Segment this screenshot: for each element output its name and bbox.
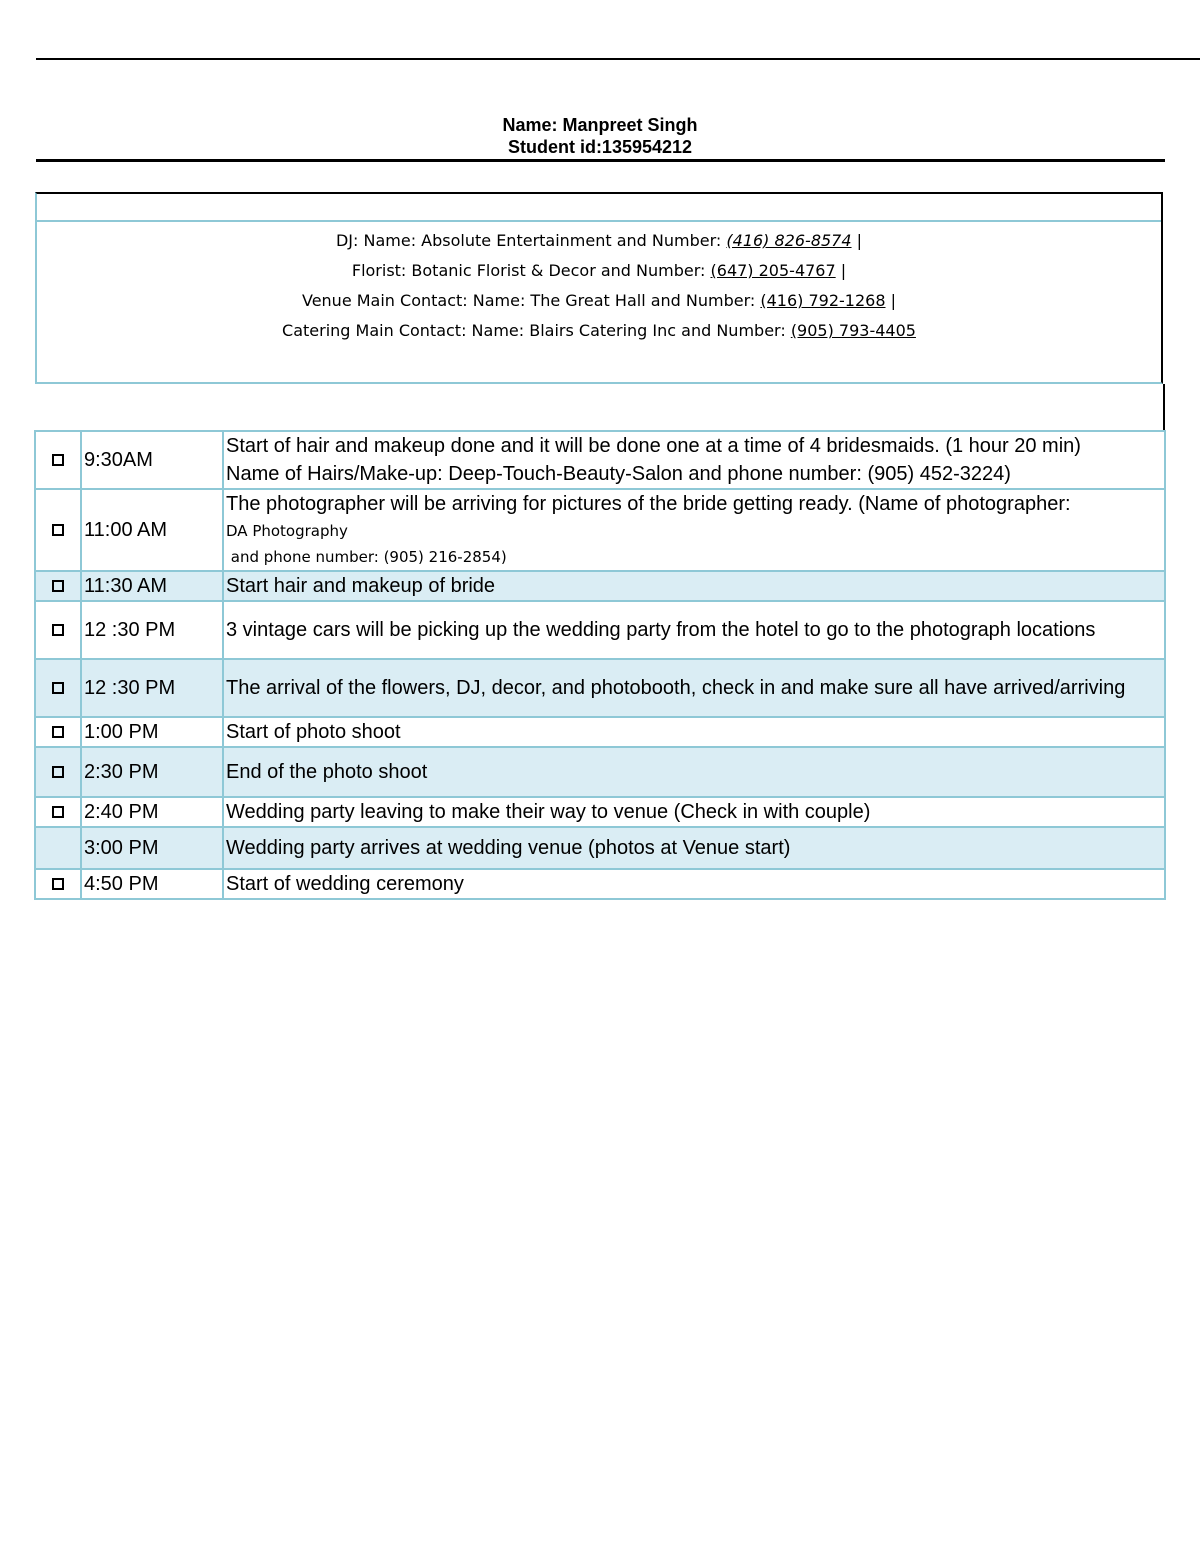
checkbox-cell[interactable] bbox=[35, 717, 81, 747]
checkbox-icon[interactable] bbox=[52, 806, 64, 818]
contact-florist: Florist: Botanic Florist & Decor and Number: (647) 205-4767 | bbox=[351, 261, 847, 280]
header-rule bbox=[36, 159, 1165, 162]
time-cell: 12 :30 PM bbox=[81, 659, 223, 717]
table-row bbox=[35, 827, 1165, 869]
student-name: Name: Manpreet Singh bbox=[502, 115, 698, 135]
checkbox-cell[interactable] bbox=[35, 659, 81, 717]
checkbox-cell[interactable] bbox=[35, 431, 81, 489]
contact-phone: (416) 792-1268 bbox=[760, 291, 886, 310]
schedule-table bbox=[34, 430, 1166, 900]
document-header bbox=[36, 114, 1164, 158]
table-row bbox=[35, 717, 1165, 747]
checkbox-cell[interactable] bbox=[35, 869, 81, 899]
checkbox-icon[interactable] bbox=[52, 766, 64, 778]
contacts-box bbox=[35, 192, 1163, 384]
contact-phone: (647) 205-4767 bbox=[710, 261, 836, 280]
checkbox-icon[interactable] bbox=[52, 624, 64, 636]
description-cell: Wedding party arrives at wedding venue (photos at Venue start) bbox=[223, 827, 1165, 869]
time-cell: 11:00 AM bbox=[81, 489, 223, 571]
time-cell: 12 :30 PM bbox=[81, 601, 223, 659]
description-cell: Start of photo shoot bbox=[223, 717, 1165, 747]
contact-phone: (416) 826-8574 bbox=[726, 231, 852, 250]
time-cell: 11:30 AM bbox=[81, 571, 223, 601]
contact-dj: DJ: Name: Absolute Entertainment and Number: (416) 826-8574 | bbox=[335, 231, 863, 250]
description-cell: Wedding party leaving to make their way to venue (Check in with couple) bbox=[223, 797, 1165, 827]
checkbox-cell[interactable] bbox=[35, 797, 81, 827]
checkbox-icon[interactable] bbox=[52, 726, 64, 738]
contacts-header-strip bbox=[37, 194, 1161, 222]
table-row bbox=[35, 489, 1165, 571]
checkbox-icon[interactable] bbox=[52, 580, 64, 592]
description-cell: The arrival of the flowers, DJ, decor, and photobooth, check in and make sure all have arrived/arriving bbox=[223, 659, 1165, 717]
checkbox-icon[interactable] bbox=[52, 454, 64, 466]
checkbox-cell[interactable] bbox=[35, 571, 81, 601]
contact-venue: Venue Main Contact: Name: The Great Hall and Number: (416) 792-1268 | bbox=[301, 291, 896, 310]
box-border-extension bbox=[1163, 384, 1165, 430]
description-cell: Start hair and makeup of bride bbox=[223, 571, 1165, 601]
contact-phone: (905) 793-4405 bbox=[790, 321, 916, 340]
contact-catering: Catering Main Contact: Name: Blairs Catering Inc and Number: (905) 793-4405 bbox=[282, 321, 916, 340]
top-rule bbox=[36, 58, 1200, 60]
table-row bbox=[35, 571, 1165, 601]
contacts-list bbox=[37, 226, 1161, 346]
checkbox-icon[interactable] bbox=[52, 878, 64, 890]
time-cell: 9:30AM bbox=[81, 431, 223, 489]
table-row bbox=[35, 601, 1165, 659]
checkbox-icon[interactable] bbox=[52, 682, 64, 694]
time-cell: 3:00 PM bbox=[81, 827, 223, 869]
table-row bbox=[35, 659, 1165, 717]
checkbox-cell bbox=[35, 827, 81, 869]
description-cell: Start of wedding ceremony bbox=[223, 869, 1165, 899]
description-cell: The photographer will be arriving for pictures of the bride getting ready. (Name of photographer: DA Photography and phone number: (905) 216-2854) bbox=[223, 489, 1165, 571]
description-cell: Start of hair and makeup done and it will be done one at a time of 4 bridesmaids. (1 hour 20 min) Name of Hairs/Make-up: Deep-Touch-Beauty-Salon and phone number: (905) 452-3224) bbox=[223, 431, 1165, 489]
time-cell: 1:00 PM bbox=[81, 717, 223, 747]
checkbox-cell[interactable] bbox=[35, 601, 81, 659]
description-cell: End of the photo shoot bbox=[223, 747, 1165, 797]
checkbox-cell[interactable] bbox=[35, 489, 81, 571]
time-cell: 4:50 PM bbox=[81, 869, 223, 899]
description-cell: 3 vintage cars will be picking up the wedding party from the hotel to go to the photograph locations bbox=[223, 601, 1165, 659]
checkbox-icon[interactable] bbox=[52, 524, 64, 536]
table-row bbox=[35, 747, 1165, 797]
table-row bbox=[35, 869, 1165, 899]
checkbox-cell[interactable] bbox=[35, 747, 81, 797]
student-id: Student id:135954212 bbox=[507, 137, 693, 157]
table-row bbox=[35, 431, 1165, 489]
time-cell: 2:30 PM bbox=[81, 747, 223, 797]
table-row bbox=[35, 797, 1165, 827]
time-cell: 2:40 PM bbox=[81, 797, 223, 827]
